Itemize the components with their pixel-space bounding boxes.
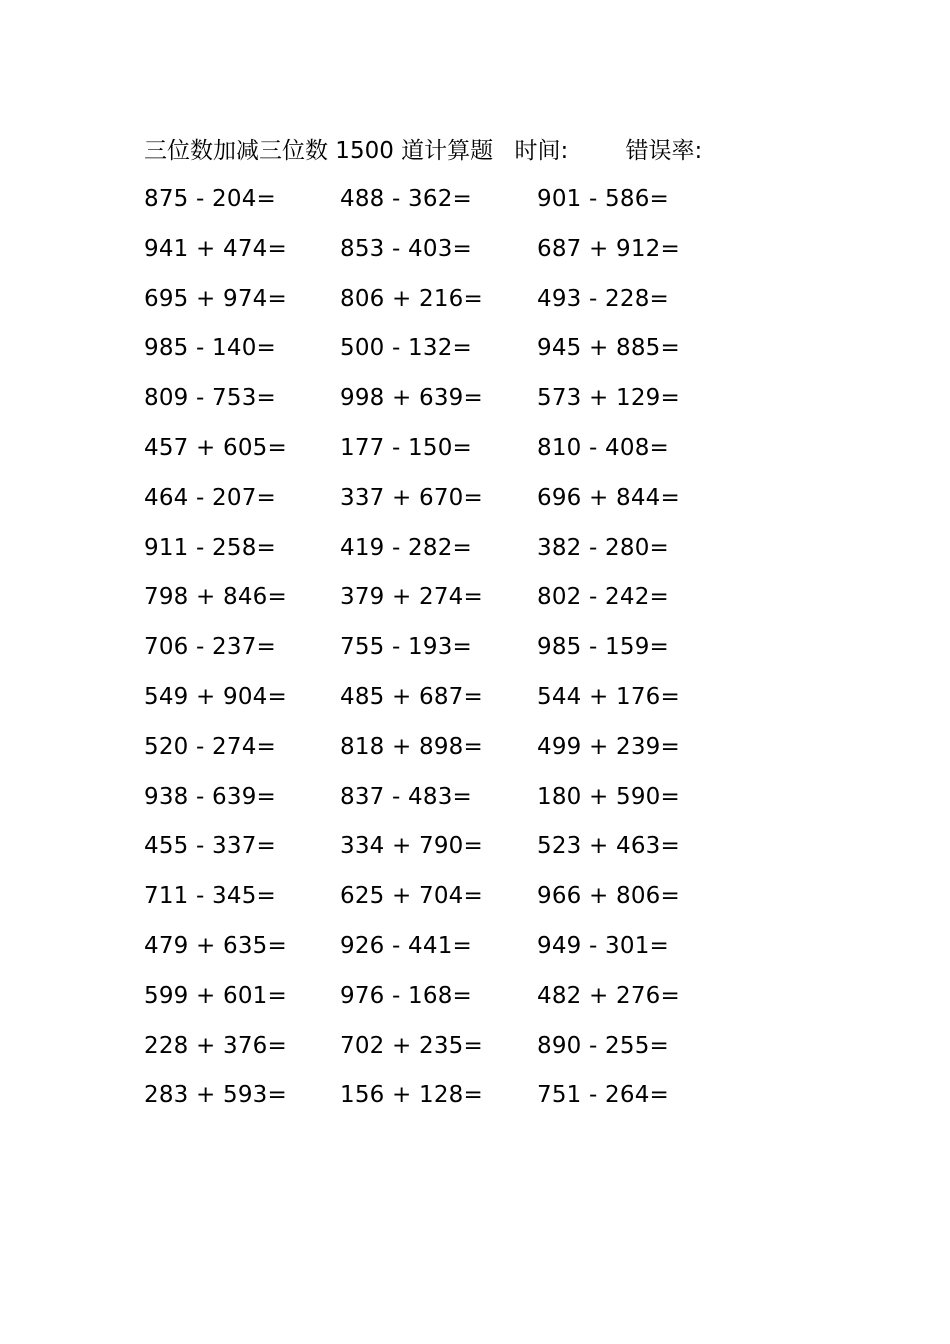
arithmetic-problem: 573 + 129= (537, 385, 680, 412)
problem-grid (144, 181, 804, 1127)
arithmetic-problem: 810 - 408= (537, 434, 669, 461)
arithmetic-problem: 334 + 790= (340, 833, 483, 860)
arithmetic-problem: 751 - 264= (537, 1082, 669, 1109)
arithmetic-problem: 485 + 687= (340, 683, 483, 710)
worksheet-header (144, 134, 702, 168)
arithmetic-problem: 625 + 704= (340, 883, 483, 910)
arithmetic-problem: 926 - 441= (340, 932, 472, 959)
arithmetic-problem: 457 + 605= (144, 434, 287, 461)
arithmetic-problem: 853 - 403= (340, 235, 472, 262)
arithmetic-problem: 901 - 586= (537, 186, 669, 212)
arithmetic-problem: 966 + 806= (537, 883, 680, 910)
arithmetic-problem: 156 + 128= (340, 1082, 483, 1109)
arithmetic-problem: 809 - 753= (144, 385, 276, 412)
arithmetic-problem: 945 + 885= (537, 335, 680, 362)
time-label: 时间: (514, 138, 569, 164)
arithmetic-problem: 228 + 376= (144, 1032, 287, 1059)
arithmetic-problem: 283 + 593= (144, 1082, 287, 1109)
arithmetic-problem: 520 - 274= (144, 733, 276, 760)
arithmetic-problem: 702 + 235= (340, 1032, 483, 1059)
arithmetic-problem: 998 + 639= (340, 385, 483, 412)
arithmetic-problem: 464 - 207= (144, 484, 276, 511)
arithmetic-problem: 806 + 216= (340, 285, 483, 312)
arithmetic-problem: 599 + 601= (144, 982, 287, 1009)
arithmetic-problem: 544 + 176= (537, 683, 680, 710)
arithmetic-problem: 488 - 362= (340, 186, 472, 212)
arithmetic-problem: 985 - 140= (144, 335, 276, 362)
arithmetic-problem: 455 - 337= (144, 833, 276, 860)
arithmetic-problem: 938 - 639= (144, 783, 276, 810)
arithmetic-problem: 798 + 846= (144, 584, 287, 611)
arithmetic-problem: 382 - 280= (537, 534, 669, 561)
arithmetic-problem: 985 - 159= (537, 634, 669, 661)
arithmetic-problem: 696 + 844= (537, 484, 680, 511)
arithmetic-problem: 177 - 150= (340, 434, 472, 461)
error-rate-label: 错误率: (625, 138, 703, 164)
arithmetic-problem: 949 - 301= (537, 932, 669, 959)
arithmetic-problem: 687 + 912= (537, 235, 680, 262)
arithmetic-problem: 379 + 274= (340, 584, 483, 611)
arithmetic-problem: 911 - 258= (144, 534, 276, 561)
arithmetic-problem: 549 + 904= (144, 683, 287, 710)
arithmetic-problem: 837 - 483= (340, 783, 472, 810)
arithmetic-problem: 755 - 193= (340, 634, 472, 661)
arithmetic-problem: 523 + 463= (537, 833, 680, 860)
arithmetic-problem: 941 + 474= (144, 235, 287, 262)
arithmetic-problem: 482 + 276= (537, 982, 680, 1009)
arithmetic-problem: 711 - 345= (144, 883, 276, 910)
arithmetic-problem: 500 - 132= (340, 335, 472, 362)
arithmetic-problem: 875 - 204= (144, 186, 276, 212)
arithmetic-problem: 706 - 237= (144, 634, 276, 661)
arithmetic-problem: 479 + 635= (144, 932, 287, 959)
arithmetic-problem: 337 + 670= (340, 484, 483, 511)
arithmetic-problem: 419 - 282= (340, 534, 472, 561)
arithmetic-problem: 890 - 255= (537, 1032, 669, 1059)
arithmetic-problem: 976 - 168= (340, 982, 472, 1009)
arithmetic-problem: 802 - 242= (537, 584, 669, 611)
arithmetic-problem: 695 + 974= (144, 285, 287, 312)
arithmetic-problem: 180 + 590= (537, 783, 680, 810)
arithmetic-problem: 493 - 228= (537, 285, 669, 312)
worksheet-title: 三位数加减三位数 1500 道计算题 (144, 138, 494, 164)
arithmetic-problem: 818 + 898= (340, 733, 483, 760)
arithmetic-problem: 499 + 239= (537, 733, 680, 760)
